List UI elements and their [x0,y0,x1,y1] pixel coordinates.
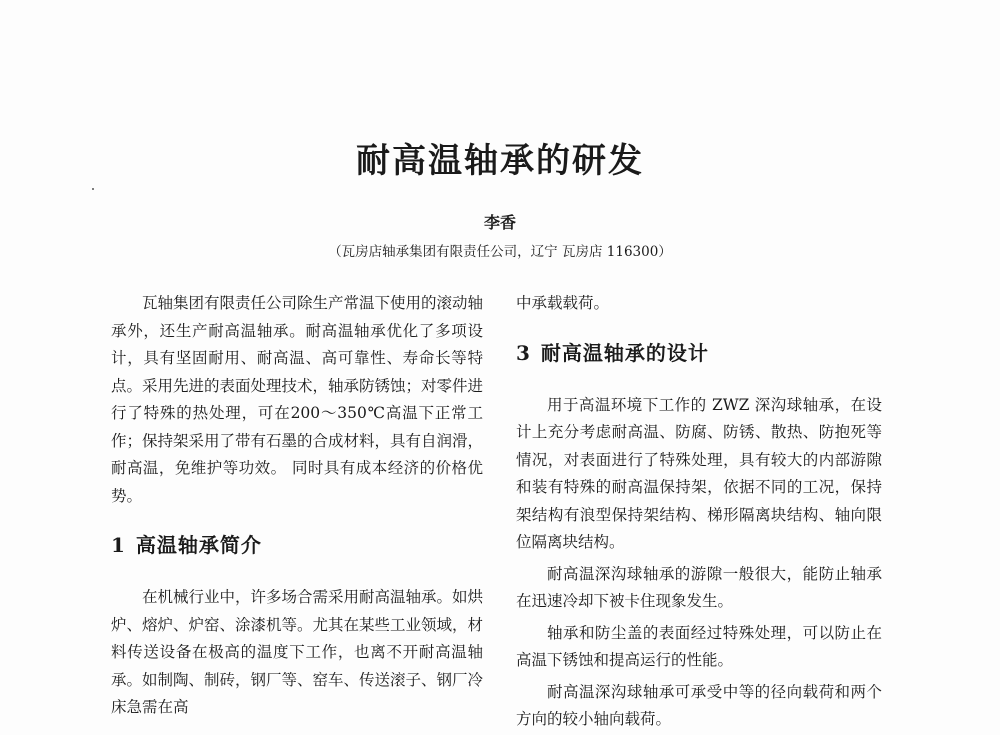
section-3-paragraph-2: 耐高温深沟球轴承的游隙一般很大，能防止轴承在迅速冷却下被卡住现象发生。 [516,564,882,610]
section-3-title: 耐高温轴承的设计 [540,340,709,365]
section-3-paragraph-4: 耐高温深沟球轴承可承受中等的径向载荷和两个方向的较小轴向载荷。 [516,682,882,728]
section-3-paragraph-1: 用于高温环境下工作的 ZWZ 深沟球轴承，在设计上充分考虑耐高温、防腐、防锈、散热、防抱死等情况，对表面进行了特殊处理，具有较大的内部游隙和装有特殊的耐高温保持架，依据不同的工况，保持架结构有浪型保持架结构、梯形隔离块结构、轴向限位隔离块结构。 [516,395,882,551]
section-1-number: 1 [111,533,126,557]
left-column [111,290,483,722]
section-1-heading [111,530,483,560]
section-1-title: 高温轴承简介 [135,533,262,557]
scan-speck [92,188,94,190]
author-name: 李香 [483,213,516,232]
intro-paragraph: 瓦轴集团有限责任公司除生产常温下使用的滚动轴承外，还生产耐高温轴承。耐高温轴承优化了多项设计，具有坚固耐用、耐高温、高可靠性、寿命长等特点。采用先进的表面处理技术，轴承防锈蚀；对零件进行了特殊的热处理，可在200～350℃高温下正常工作；保持架采用了带有石墨的合成材料，具有自润滑，耐高温，免维护等功效。 同时具有成本经济的价格优势。 [111,294,484,505]
section-3-paragraph-3: 轴承和防尘盖的表面经过特殊处理，可以防止在高温下锈蚀和提高运行的性能。 [516,623,882,669]
paper-title: 耐高温轴承的研发 [356,141,644,181]
section-3-number: 3 [516,340,531,365]
continuation-text: 中承载载荷。 [516,294,610,312]
right-column [516,290,882,734]
section-3-heading [516,338,882,368]
author-affiliation: （瓦房店轴承集团有限责任公司，辽宁 瓦房店 116300） [328,244,672,260]
section-1-paragraph: 在机械行业中，许多场合需采用耐高温轴承。如烘炉、熔炉、炉窑、涂漆机等。尤其在某些工业领域，材料传送设备在极高的温度下工作，也离不开耐高温轴承。如制陶、制砖，钢厂等、窑车、传送滚子、钢厂冷床急需在高 [111,588,484,716]
